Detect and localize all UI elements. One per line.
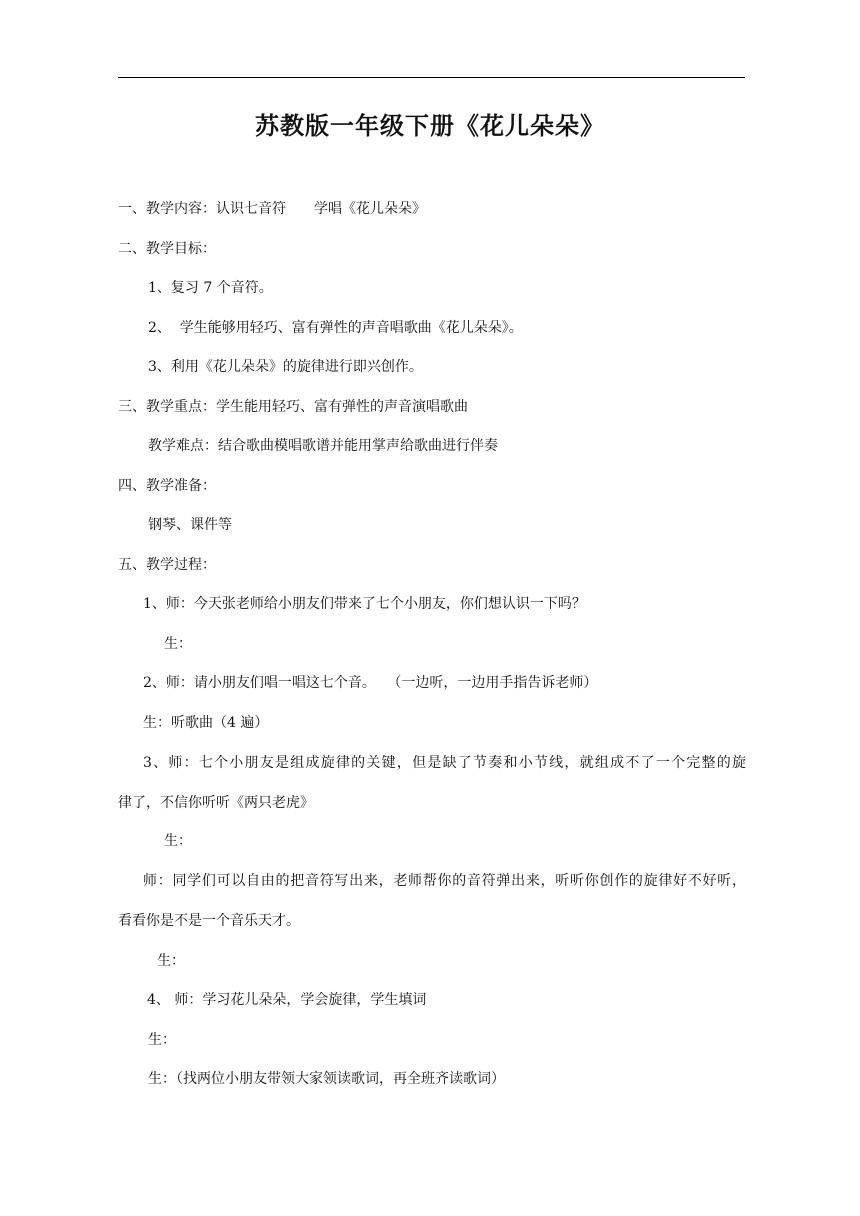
student-response: 生： (164, 833, 192, 849)
objective-1: 1、复习 7 个音符。 (148, 280, 273, 296)
section-objectives: 二、教学目标： (118, 241, 216, 257)
student-response: 生：听歌曲（4 遍） (143, 715, 269, 731)
student-response: 生： (157, 953, 185, 969)
student-response: 生： (164, 636, 192, 652)
difficulty-line: 教学难点：结合歌曲模唱歌谱并能用掌声给歌曲进行伴奏 (148, 438, 498, 454)
section-key-points: 三、教学重点：学生能用轻巧、富有弹性的声音演唱歌曲 (118, 399, 468, 415)
section-preparation: 四、教学准备： (118, 478, 216, 494)
teacher-paragraph (118, 861, 746, 941)
student-response: 生： (148, 1032, 176, 1048)
paragraph-line: 看看你是不是一个音乐天才。 (118, 913, 300, 929)
paragraph-line: 3、师：七个小朋友是组成旋律的关键，但是缺了节奏和小节线，就组成不了一个完整的旋 (143, 755, 746, 771)
paragraph-line: 律了，不信你听听《两只老虎》 (118, 795, 314, 811)
objective-2: 2、 学生能够用轻巧、富有弹性的声音唱歌曲《花儿朵朵》。 (148, 320, 523, 336)
process-step-3 (118, 743, 746, 823)
section-content: 一、教学内容：认识七音符 学唱《花儿朵朵》 (118, 201, 426, 217)
section-process: 五、教学过程： (118, 557, 216, 573)
objective-3: 3、利用《花儿朵朵》的旋律进行即兴创作。 (148, 359, 423, 375)
header-rule (118, 77, 745, 78)
student-response: 生：（找两位小朋友带领大家领读歌词，再全班齐读歌词） (148, 1071, 505, 1087)
process-step-4: 4、 师：学习花儿朵朵，学会旋律，学生填词 (147, 992, 427, 1008)
process-step-2: 2、师：请小朋友们唱一唱这七个音。 （一边听，一边用手指告诉老师） (143, 675, 598, 691)
document-title: 苏教版一年级下册《花儿朵朵》 (255, 112, 605, 140)
paragraph-line: 师：同学们可以自由的把音符写出来，老师帮你的音符弹出来，听听你创作的旋律好不好听， (143, 873, 746, 889)
preparation-items: 钢琴、课件等 (148, 517, 232, 533)
process-step-1: 1、师：今天张老师给小朋友们带来了七个小朋友，你们想认识一下吗？ (143, 596, 586, 612)
